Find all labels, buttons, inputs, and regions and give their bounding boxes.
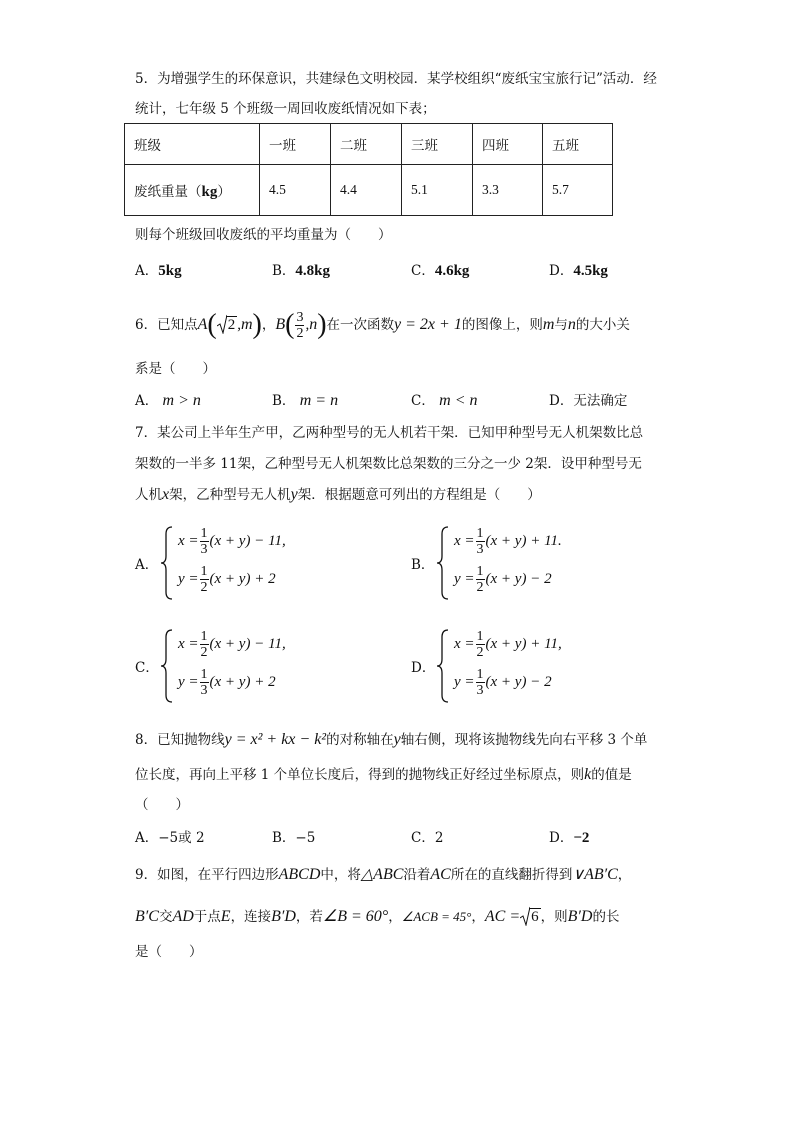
q9-line3: 是（ ） bbox=[135, 944, 203, 960]
q7-line3: 人机x架，乙种型号无人机y架．根据题意可列出的方程组是（ ） bbox=[135, 486, 541, 503]
table-cell: 4.4 bbox=[331, 165, 402, 216]
brace-icon bbox=[436, 526, 450, 600]
q5-option-c[interactable]: C．4.6kg bbox=[411, 263, 470, 279]
q9-line1: 9．如图，在平行四边形ABCD中，将△ABC沿着AC所在的直线翻折得到∨AB′C， bbox=[135, 866, 632, 883]
q6-option-d[interactable]: D．无法确定 bbox=[549, 393, 628, 409]
q5-option-b[interactable]: B．4.8kg bbox=[272, 263, 331, 279]
q5-line2: 统计，七年级 5 个班级一周回收废纸情况如下表； bbox=[135, 101, 436, 117]
brace-icon bbox=[436, 629, 450, 703]
q7-option-b[interactable]: x = $\frac{1}{3}$ (x + y) + 11. y = $\frac{1}{2}$ (x + y) − 2 bbox=[436, 526, 636, 602]
table-header-cell: 四班 bbox=[473, 124, 543, 165]
q5-option-a[interactable]: A．5kg bbox=[135, 263, 182, 279]
table-header-cell: 一班 bbox=[260, 124, 331, 165]
q6-option-a[interactable]: A． m > n bbox=[135, 392, 201, 409]
q7-option-d[interactable]: x = $\frac{1}{2}$ (x + y) + 11, y = $\frac{1}{3}$ (x + y) − 2 bbox=[436, 629, 636, 705]
q6-option-b[interactable]: B． m = n bbox=[272, 392, 339, 409]
waste-paper-table bbox=[124, 123, 613, 216]
q8-line1: 8．已知抛物线y = x² + kx − k²的对称轴在y轴右侧，现将该抛物线先向右平移 3 个单 bbox=[135, 731, 648, 748]
q7-option-b-label[interactable]: B． bbox=[411, 557, 435, 573]
q7-option-c[interactable]: x = $\frac{1}{2}$ (x + y) − 11, y = $\frac{1}{3}$ (x + y) + 2 bbox=[160, 629, 360, 705]
table-header-cell: 班级 bbox=[125, 124, 260, 165]
q7-option-c-label[interactable]: C． bbox=[135, 660, 159, 676]
table-cell: 3.3 bbox=[473, 165, 543, 216]
table-cell: 5.7 bbox=[543, 165, 613, 216]
table-cell: 4.5 bbox=[260, 165, 331, 216]
q6-line2: 系是（ ） bbox=[135, 361, 216, 377]
brace-icon bbox=[160, 526, 174, 600]
q5-question: 则每个班级回收废纸的平均重量为（ ） bbox=[135, 227, 392, 243]
q8-line2: 位长度，再向上平移 1 个单位长度后，得到的抛物线正好经过坐标原点，则k的值是 bbox=[135, 766, 632, 783]
table-header-cell: 二班 bbox=[331, 124, 402, 165]
q6-option-c[interactable]: C． m < n bbox=[411, 392, 478, 409]
q7-option-a[interactable]: x = $\frac{1}{3}$ (x + y) − 11, y = $\frac{1}{2}$ (x + y) + 2 bbox=[160, 526, 360, 602]
table-cell: 5.1 bbox=[402, 165, 473, 216]
q5-line1: 5．为增强学生的环保意识，共建绿色文明校园．某学校组织“废纸宝宝旅行记”活动．经 bbox=[135, 71, 657, 87]
q8-option-c[interactable]: C．2 bbox=[411, 830, 444, 846]
q7-option-d-label[interactable]: D． bbox=[411, 660, 436, 676]
q5-option-d[interactable]: D．4.5kg bbox=[549, 263, 608, 279]
q8-line3: （ ） bbox=[135, 797, 189, 813]
q8-option-d[interactable]: D．−2 bbox=[549, 830, 590, 846]
q8-option-a[interactable]: A．−5或 2 bbox=[135, 830, 205, 846]
q9-line2: B′C 交 AD 于点 E ，连接 B′D ，若 ∠B = 60° ， ∠ACB = 45° ， AC = 6 ，则 B′D 的长 bbox=[135, 908, 620, 925]
sqrt-symbol: 2 bbox=[217, 316, 238, 334]
table-header-cell: 三班 bbox=[402, 124, 473, 165]
sqrt-symbol: 6 bbox=[520, 908, 541, 926]
q7-line2: 架数的一半多 11架，乙种型号无人机架数比总架数的三分之一少 2架．设甲种型号无 bbox=[135, 456, 642, 472]
q7-option-a-label[interactable]: A． bbox=[135, 557, 159, 573]
table-header-cell: 五班 bbox=[543, 124, 613, 165]
q8-option-b[interactable]: B．−5 bbox=[272, 830, 316, 846]
q7-line1: 7．某公司上半年生产甲，乙两种型号的无人机若干架．已知甲种型号无人机架数比总 bbox=[135, 425, 644, 441]
table-row-label: 废纸重量（kg） bbox=[125, 165, 260, 216]
q6-line1: 6．已知点 A ( 2 , m ) ， B ( $\frac{3}{2}$ , n ) 在一次函数 y = 2x + 1 的图像上，则 m 与 n 的大小关 bbox=[135, 309, 630, 341]
brace-icon bbox=[160, 629, 174, 703]
